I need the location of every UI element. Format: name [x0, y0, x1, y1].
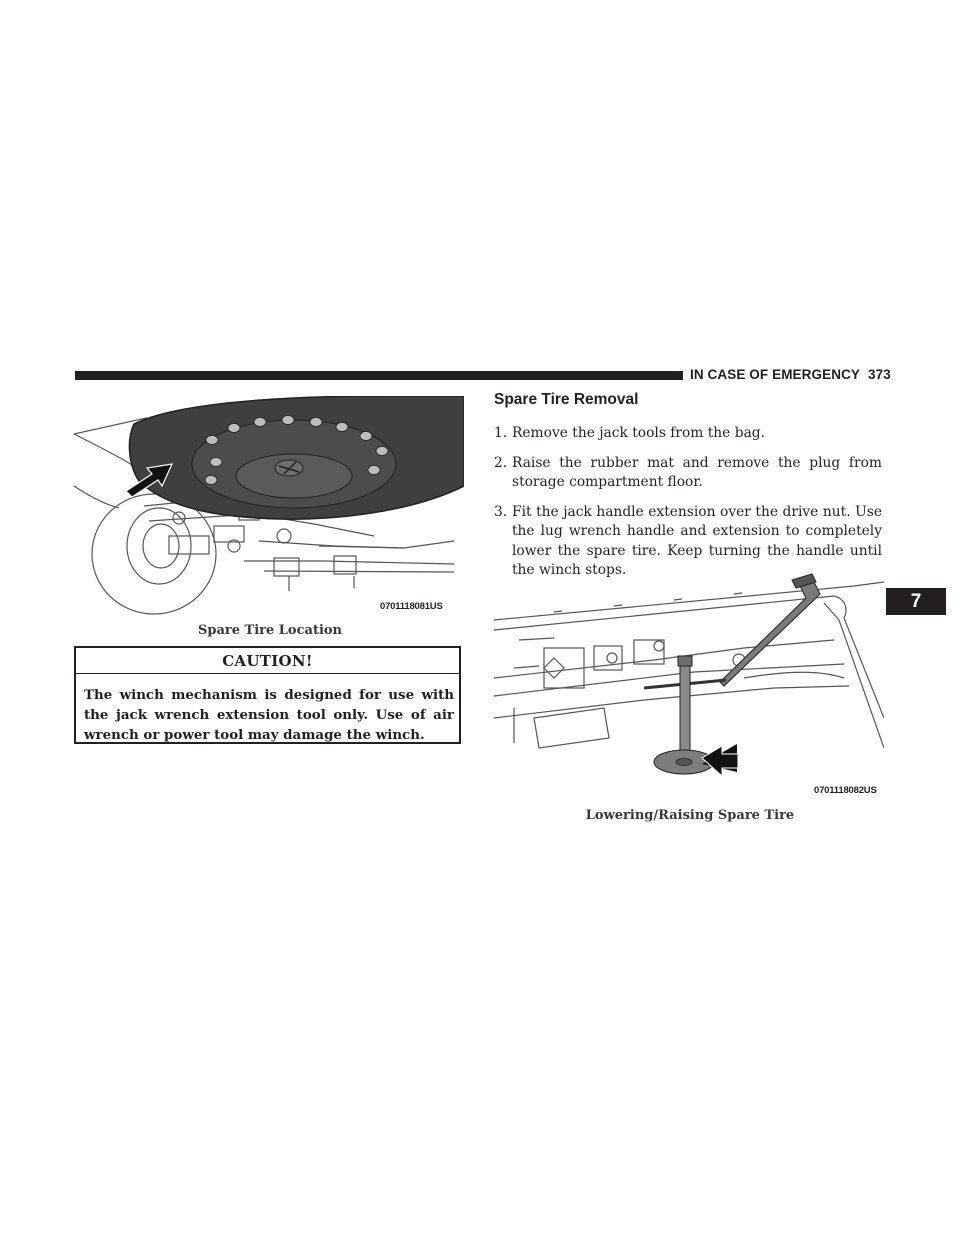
figure-right-caption: Lowering/Raising Spare Tire [585, 808, 795, 823]
section-heading: Spare Tire Removal [494, 391, 639, 408]
figure-left-caption: Spare Tire Location [197, 623, 343, 638]
step-text: Raise the rubber mat and remove the plug from storage compartment floor. [512, 454, 882, 490]
list-item [494, 424, 882, 444]
step-text: Remove the jack tools from the bag. [512, 425, 766, 441]
step-number: 2. [494, 454, 508, 471]
figure-right-code: 0701118082US [814, 785, 877, 796]
lowering-spare-tire-drawing [494, 568, 884, 782]
lowering-spare-tire-illustration [494, 568, 884, 782]
figure-left-code: 0701118081US [380, 601, 443, 612]
step-text: Fit the jack handle extension over the drive nut. Use the lug wrench handle and extension to completely lower the spare tire. Keep turning the handle until the winch stops. [512, 503, 882, 578]
running-header [690, 366, 891, 384]
header-rule [75, 371, 683, 380]
step-number: 3. [494, 503, 508, 520]
header-section-title: IN CASE OF EMERGENCY [690, 367, 861, 382]
page-number: 373 [868, 367, 891, 382]
spare-tire-location-illustration [74, 396, 464, 618]
spare-tire-location-drawing [74, 396, 464, 618]
caution-body: The winch mechanism is designed for use with the jack wrench extension tool only. Use of air wrench or power tool may damage the winch. [84, 687, 454, 743]
list-item [494, 454, 882, 493]
caution-title: CAUTION! [76, 648, 459, 674]
steps-list [494, 424, 882, 591]
step-number: 1. [494, 425, 508, 441]
caution-box [74, 646, 461, 744]
chapter-tab: 7 [886, 588, 946, 615]
